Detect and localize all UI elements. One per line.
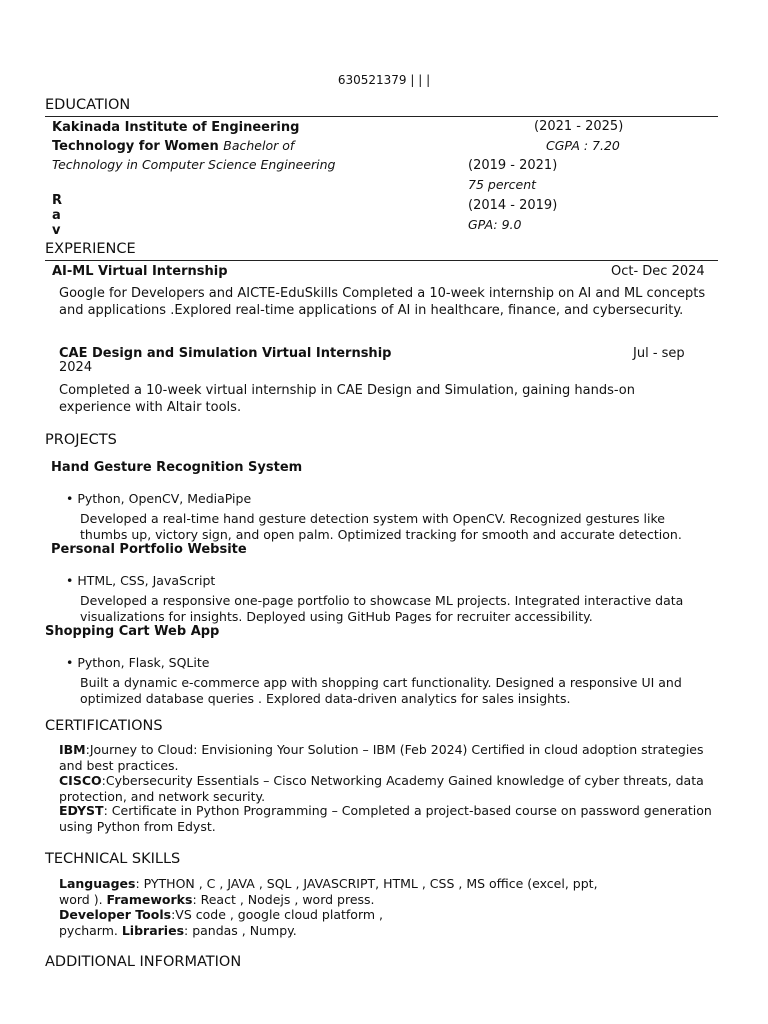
project-description: Developed a real-time hand gesture detection system with OpenCV. Recognized gestures like thumbs up, victory sign, and open palm. Optimized tracking for smooth and accurate detection.	[80, 511, 682, 542]
experience-heading: EXPERIENCE	[45, 241, 136, 257]
truncated-name-block	[52, 193, 66, 237]
degree-name: Bachelor of Technology in Computer Science Engineering	[52, 138, 336, 172]
certifications-heading: CERTIFICATIONS	[45, 718, 163, 734]
experience-role: AI-ML Virtual Internship	[52, 264, 228, 279]
project-name: Personal Portfolio Website	[51, 542, 247, 557]
truncated-letter: R	[52, 193, 63, 208]
truncated-letter: v	[52, 223, 61, 237]
skills-frameworks: : React , Nodejs , word press.	[192, 891, 375, 907]
experience-dates: Jul - sep	[633, 346, 685, 361]
education-divider	[45, 116, 718, 117]
project-description: Developed a responsive one-page portfolio to showcase ML projects. Integrated interactive data visualizations for insights. Deployed using GitHub Pages for recruiter accessibility.	[80, 593, 684, 624]
project-name: Hand Gesture Recognition System	[51, 460, 303, 475]
experience-description: Google for Developers and AICTE-EduSkills Completed a 10-week internship on AI and ML concepts and applications .Explored real-time applications of AI in healthcare, finance, and cybersecurity.	[59, 286, 706, 318]
skills-libraries-label: Libraries	[121, 922, 185, 938]
cert-text: :Journey to Cloud: Envisioning Your Solution – IBM (Feb 2024) Certified in cloud adoption strategies and best practices.	[59, 742, 704, 773]
project-tech: • Python, OpenCV, MediaPipe	[66, 491, 252, 506]
cert-text: :Cybersecurity Essentials – Cisco Networking Academy Gained knowledge of cyber threats, data protection, and network security.	[59, 773, 704, 804]
college-name: Kakinada Institute of Engineering Technology for Women	[52, 120, 300, 154]
certification-item	[59, 773, 719, 804]
cert-org: EDYST	[59, 803, 104, 818]
inter-score: 75 percent	[468, 177, 537, 192]
project-tech: • Python, Flask, SQLite	[66, 655, 210, 670]
contact-line: 630521379 | | |	[337, 73, 431, 87]
skills-tools-block	[59, 907, 399, 938]
education-heading: EDUCATION	[45, 97, 131, 113]
truncated-letter: a	[52, 208, 61, 223]
school-years: (2014 - 2019)	[468, 198, 558, 213]
certification-item	[59, 803, 719, 834]
skills-tools-label: Developer Tools	[59, 907, 172, 922]
college-score: CGPA : 7.20	[546, 138, 620, 153]
skills-frameworks-label: Frameworks	[106, 891, 193, 907]
additional-heading: ADDITIONAL INFORMATION	[45, 954, 242, 970]
school-score: GPA: 9.0	[468, 217, 522, 232]
skills-languages-block	[59, 876, 619, 907]
skills-heading: TECHNICAL SKILLS	[45, 851, 181, 867]
projects-heading: PROJECTS	[45, 432, 117, 448]
experience-divider	[45, 260, 718, 261]
skills-languages: : PYTHON , C , JAVA , SQL , JAVASCRIPT, HTML , CSS , MS office (excel, ppt, word ).	[59, 876, 598, 907]
experience-dates-year: 2024	[59, 360, 93, 375]
skills-languages-label: Languages	[59, 876, 136, 891]
project-name: Shopping Cart Web App	[45, 624, 220, 639]
college-entry	[52, 119, 352, 175]
skills-tools: :VS code , google cloud platform , pycharm.	[59, 907, 383, 938]
cert-org: CISCO	[59, 773, 102, 788]
cert-org: IBM	[59, 742, 86, 757]
college-years: (2021 - 2025)	[534, 119, 624, 134]
certification-item	[59, 742, 719, 773]
project-description: Built a dynamic e-commerce app with shopping cart functionality. Designed a responsive UI and optimized database queries . Explored data-driven analytics for sales insights.	[80, 675, 682, 706]
experience-description: Completed a 10-week virtual internship in CAE Design and Simulation, gaining hands-on experience with Altair tools.	[59, 383, 635, 415]
skills-libraries: : pandas , Numpy.	[184, 922, 297, 938]
experience-dates: Oct- Dec 2024	[611, 264, 705, 279]
cert-text: : Certificate in Python Programming – Completed a project-based course on password generation using Python from Edyst.	[59, 803, 712, 834]
project-tech: • HTML, CSS, JavaScript	[66, 573, 216, 588]
experience-role: CAE Design and Simulation Virtual Internship	[59, 346, 392, 361]
inter-years: (2019 - 2021)	[468, 158, 558, 173]
